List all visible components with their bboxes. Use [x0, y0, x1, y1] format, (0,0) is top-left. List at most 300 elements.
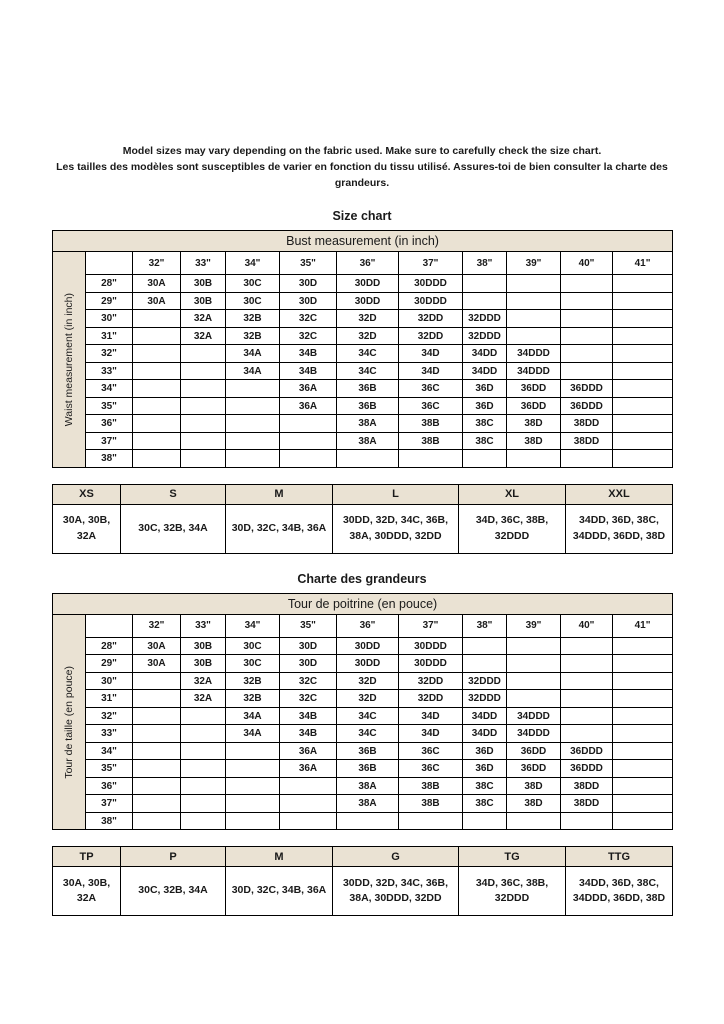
size-cell: 30DD	[337, 275, 399, 293]
size-cell: 32B	[226, 672, 280, 690]
size-cell	[561, 707, 613, 725]
size-cell: 34D	[399, 725, 463, 743]
size-cell	[181, 362, 226, 380]
page-content	[52, 0, 672, 916]
table-row	[53, 327, 673, 345]
size-cell	[133, 310, 181, 328]
size-cell: 30B	[181, 292, 226, 310]
waist-measurement-header	[53, 252, 86, 468]
bust-column-header: 34"	[226, 252, 280, 275]
size-cell: 36A	[280, 742, 337, 760]
size-cell	[561, 327, 613, 345]
size-cell: 36DDD	[561, 380, 613, 398]
summary-size-header: TTG	[566, 847, 673, 867]
size-cell	[507, 690, 561, 708]
size-cell	[613, 725, 673, 743]
waist-row-header: 30"	[86, 672, 133, 690]
bust-measurement-header: Bust measurement (in inch)	[53, 231, 673, 252]
size-cell: 38B	[399, 795, 463, 813]
size-cell	[280, 450, 337, 468]
size-cell	[337, 812, 399, 830]
intro-text	[52, 0, 672, 191]
size-chart-table-en	[52, 230, 673, 468]
size-cell	[613, 380, 673, 398]
size-cell: 36DD	[507, 742, 561, 760]
summary-size-values: 30DD, 32D, 34C, 36B, 38A, 30DDD, 32DD	[333, 504, 459, 553]
size-cell: 38DD	[561, 415, 613, 433]
table-row	[53, 380, 673, 398]
size-cell: 30DD	[337, 292, 399, 310]
size-cell	[226, 450, 280, 468]
size-cell: 30A	[133, 292, 181, 310]
bust-column-header: 36"	[337, 614, 399, 637]
size-cell: 30A	[133, 655, 181, 673]
summary-header-row	[53, 484, 673, 504]
size-cell: 34DDD	[507, 345, 561, 363]
table-row	[53, 397, 673, 415]
size-cell	[463, 275, 507, 293]
size-cell	[133, 415, 181, 433]
waist-row-header: 34"	[86, 742, 133, 760]
summary-value-row	[53, 504, 673, 553]
corner-cell	[86, 614, 133, 637]
size-cell	[613, 795, 673, 813]
table-row	[53, 292, 673, 310]
size-cell: 34C	[337, 725, 399, 743]
waist-row-header: 35"	[86, 397, 133, 415]
size-cell: 32DD	[399, 690, 463, 708]
size-cell	[133, 397, 181, 415]
size-cell	[507, 327, 561, 345]
size-cell: 30A	[133, 637, 181, 655]
size-cell	[561, 292, 613, 310]
size-cell	[226, 380, 280, 398]
summary-size-values: 30D, 32C, 34B, 36A	[226, 504, 333, 553]
size-cell	[226, 812, 280, 830]
section-title-en: Size chart	[332, 209, 392, 224]
size-cell: 36A	[280, 397, 337, 415]
size-cell	[613, 707, 673, 725]
size-cell	[507, 637, 561, 655]
waist-measurement-header	[53, 614, 86, 830]
size-cell: 32DDD	[463, 690, 507, 708]
table-row	[53, 345, 673, 363]
size-cell: 34B	[280, 725, 337, 743]
size-cell	[133, 327, 181, 345]
size-cell	[181, 812, 226, 830]
size-cell: 34DD	[463, 725, 507, 743]
size-cell	[507, 812, 561, 830]
bust-column-header: 37"	[399, 614, 463, 637]
size-chart-table-fr	[52, 593, 673, 831]
table-row	[53, 760, 673, 778]
corner-cell	[86, 252, 133, 275]
size-cell: 34A	[226, 725, 280, 743]
size-cell: 34DD	[463, 707, 507, 725]
bust-column-header: 35"	[280, 614, 337, 637]
size-cell	[613, 327, 673, 345]
size-cell	[561, 275, 613, 293]
size-cell	[133, 760, 181, 778]
size-cell	[337, 450, 399, 468]
size-cell: 38D	[507, 432, 561, 450]
size-cell	[133, 725, 181, 743]
waist-row-header: 29"	[86, 292, 133, 310]
summary-size-header: XXL	[566, 484, 673, 504]
size-cell	[507, 655, 561, 673]
waist-row-header: 33"	[86, 725, 133, 743]
size-cell: 36C	[399, 397, 463, 415]
size-cell: 30DDD	[399, 275, 463, 293]
waist-row-header: 33"	[86, 362, 133, 380]
size-cell	[463, 292, 507, 310]
size-cell: 38B	[399, 415, 463, 433]
summary-size-values: 30C, 32B, 34A	[121, 867, 226, 916]
size-cell	[133, 690, 181, 708]
size-cell: 32B	[226, 327, 280, 345]
size-cell: 38C	[463, 415, 507, 433]
summary-size-header: P	[121, 847, 226, 867]
size-cell: 36C	[399, 760, 463, 778]
waist-row-header: 32"	[86, 345, 133, 363]
size-cell: 30DD	[337, 655, 399, 673]
size-cell	[561, 812, 613, 830]
bust-column-header: 40"	[561, 614, 613, 637]
size-cell: 30DD	[337, 637, 399, 655]
waist-row-header: 36"	[86, 415, 133, 433]
size-cell: 32B	[226, 310, 280, 328]
summary-size-values: 34DD, 36D, 38C, 34DDD, 36DD, 38D	[566, 504, 673, 553]
size-cell: 38A	[337, 777, 399, 795]
size-cell: 38DD	[561, 777, 613, 795]
size-cell: 36DD	[507, 380, 561, 398]
size-cell: 30C	[226, 637, 280, 655]
size-cell: 32C	[280, 310, 337, 328]
table-row	[53, 812, 673, 830]
size-cell	[613, 812, 673, 830]
table-row	[53, 742, 673, 760]
summary-size-header: G	[333, 847, 459, 867]
table-row	[53, 777, 673, 795]
bust-column-header: 35"	[280, 252, 337, 275]
waist-measurement-label: Waist measurement (in inch)	[62, 292, 75, 427]
table-row	[53, 432, 673, 450]
size-cell: 38B	[399, 777, 463, 795]
waist-row-header: 34"	[86, 380, 133, 398]
summary-size-header: TP	[53, 847, 121, 867]
bust-column-header: 38"	[463, 614, 507, 637]
size-cell: 36DDD	[561, 760, 613, 778]
size-cell	[561, 362, 613, 380]
size-cell	[463, 812, 507, 830]
size-cell	[507, 292, 561, 310]
size-cell: 38D	[507, 415, 561, 433]
waist-row-header: 38"	[86, 450, 133, 468]
size-cell: 30D	[280, 275, 337, 293]
size-cell	[181, 795, 226, 813]
size-cell: 34C	[337, 707, 399, 725]
size-cell	[133, 777, 181, 795]
bust-column-header: 38"	[463, 252, 507, 275]
size-cell: 32D	[337, 310, 399, 328]
size-cell	[561, 345, 613, 363]
size-cell	[561, 725, 613, 743]
waist-row-header: 30"	[86, 310, 133, 328]
size-cell: 34D	[399, 345, 463, 363]
size-cell: 36DDD	[561, 397, 613, 415]
size-cell: 34A	[226, 707, 280, 725]
size-cell: 32D	[337, 672, 399, 690]
size-cell	[226, 760, 280, 778]
size-cell	[226, 777, 280, 795]
size-cell: 38B	[399, 432, 463, 450]
intro-line-fr: Les tailles des modèles sont susceptibles de varier en fonction du tissu utilisé. Assures-toi de bien consulter la charte des grandeurs.	[56, 160, 668, 189]
size-cell	[613, 672, 673, 690]
size-cell	[561, 672, 613, 690]
bust-column-header: 32"	[133, 614, 181, 637]
summary-size-header: XL	[459, 484, 566, 504]
size-cell	[133, 432, 181, 450]
size-cell: 38D	[507, 795, 561, 813]
size-cell	[561, 450, 613, 468]
size-cell: 30B	[181, 655, 226, 673]
size-cell	[133, 672, 181, 690]
bust-measurement-header: Tour de poitrine (en pouce)	[53, 593, 673, 614]
size-cell: 30DDD	[399, 655, 463, 673]
bust-column-header: 41"	[613, 252, 673, 275]
waist-row-header: 29"	[86, 655, 133, 673]
summary-size-values: 30A, 30B, 32A	[53, 504, 121, 553]
size-cell: 30B	[181, 637, 226, 655]
summary-size-values: 30A, 30B, 32A	[53, 867, 121, 916]
waist-measurement-label: Tour de taille (en pouce)	[62, 665, 75, 779]
size-cell: 36D	[463, 742, 507, 760]
size-cell: 36B	[337, 760, 399, 778]
size-cell	[399, 450, 463, 468]
waist-row-header: 31"	[86, 327, 133, 345]
size-cell	[463, 655, 507, 673]
section-title-fr: Charte des grandeurs	[297, 571, 427, 586]
size-cell	[280, 415, 337, 433]
size-cell: 38DD	[561, 795, 613, 813]
size-cell: 30C	[226, 275, 280, 293]
size-cell: 34DDD	[507, 725, 561, 743]
size-cell: 34D	[399, 707, 463, 725]
size-cell	[613, 655, 673, 673]
summary-value-row	[53, 867, 673, 916]
bust-column-header: 39"	[507, 614, 561, 637]
bust-column-header: 40"	[561, 252, 613, 275]
size-cell	[613, 275, 673, 293]
table-row	[53, 275, 673, 293]
size-cell	[613, 432, 673, 450]
size-cell: 38C	[463, 795, 507, 813]
size-cell	[561, 655, 613, 673]
size-cell: 32A	[181, 690, 226, 708]
summary-table-fr	[52, 846, 673, 916]
size-cell	[181, 760, 226, 778]
size-cell	[226, 795, 280, 813]
size-cell	[181, 345, 226, 363]
table-row	[53, 690, 673, 708]
size-cell: 32A	[181, 672, 226, 690]
size-cell: 32D	[337, 690, 399, 708]
size-cell: 32C	[280, 672, 337, 690]
size-cell: 32A	[181, 327, 226, 345]
size-cell	[181, 432, 226, 450]
size-cell: 32A	[181, 310, 226, 328]
size-cell	[181, 415, 226, 433]
size-cell	[280, 777, 337, 795]
bust-column-header: 39"	[507, 252, 561, 275]
table-row	[53, 707, 673, 725]
size-cell	[133, 742, 181, 760]
summary-size-values: 34D, 36C, 38B, 32DDD	[459, 504, 566, 553]
table-row	[53, 362, 673, 380]
size-cell	[463, 637, 507, 655]
size-cell: 30A	[133, 275, 181, 293]
size-cell: 34B	[280, 362, 337, 380]
summary-size-header: S	[121, 484, 226, 504]
size-cell	[613, 345, 673, 363]
size-cell: 30B	[181, 275, 226, 293]
size-cell: 34DD	[463, 362, 507, 380]
size-cell: 34DDD	[507, 362, 561, 380]
size-cell	[280, 795, 337, 813]
bust-column-header: 33"	[181, 614, 226, 637]
size-cell	[181, 742, 226, 760]
size-cell	[133, 362, 181, 380]
summary-size-values: 34DD, 36D, 38C, 34DDD, 36DD, 38D	[566, 867, 673, 916]
size-cell: 36A	[280, 380, 337, 398]
size-cell: 32DDD	[463, 310, 507, 328]
size-cell: 30C	[226, 655, 280, 673]
size-cell: 34C	[337, 362, 399, 380]
size-cell: 38D	[507, 777, 561, 795]
size-cell: 30DDD	[399, 292, 463, 310]
waist-row-header: 28"	[86, 637, 133, 655]
summary-size-header: XS	[53, 484, 121, 504]
table-row	[53, 637, 673, 655]
size-cell	[133, 345, 181, 363]
size-cell	[226, 415, 280, 433]
table-row	[53, 725, 673, 743]
size-cell: 32DD	[399, 672, 463, 690]
size-cell	[613, 777, 673, 795]
bust-column-header: 33"	[181, 252, 226, 275]
size-cell: 34B	[280, 345, 337, 363]
size-cell: 36DDD	[561, 742, 613, 760]
size-cell	[280, 432, 337, 450]
size-cell	[226, 397, 280, 415]
summary-size-header: M	[226, 484, 333, 504]
table-row	[53, 655, 673, 673]
size-cell	[181, 380, 226, 398]
size-cell	[181, 777, 226, 795]
size-cell	[613, 362, 673, 380]
bust-column-header: 34"	[226, 614, 280, 637]
summary-size-values: 30D, 32C, 34B, 36A	[226, 867, 333, 916]
size-cell: 38A	[337, 415, 399, 433]
size-cell	[181, 397, 226, 415]
size-cell: 32DDD	[463, 327, 507, 345]
size-cell: 36DD	[507, 760, 561, 778]
size-cell	[613, 742, 673, 760]
summary-header-row	[53, 847, 673, 867]
size-cell	[613, 760, 673, 778]
size-cell: 36DD	[507, 397, 561, 415]
size-cell	[561, 637, 613, 655]
summary-size-header: TG	[459, 847, 566, 867]
size-cell: 32C	[280, 690, 337, 708]
waist-row-header: 37"	[86, 432, 133, 450]
table-row	[53, 310, 673, 328]
size-cell	[613, 415, 673, 433]
size-cell	[133, 795, 181, 813]
table-row	[53, 415, 673, 433]
table-row	[53, 450, 673, 468]
size-cell: 34A	[226, 345, 280, 363]
size-cell	[507, 310, 561, 328]
size-cell	[507, 672, 561, 690]
size-cell: 36D	[463, 760, 507, 778]
size-cell	[133, 450, 181, 468]
size-cell: 36D	[463, 397, 507, 415]
intro-line-en: Model sizes may vary depending on the fabric used. Make sure to carefully check the size chart.	[122, 145, 602, 157]
size-cell	[133, 380, 181, 398]
size-cell: 30D	[280, 655, 337, 673]
summary-size-header: L	[333, 484, 459, 504]
summary-size-values: 34D, 36C, 38B, 32DDD	[459, 867, 566, 916]
size-cell	[613, 637, 673, 655]
size-cell	[226, 742, 280, 760]
size-cell	[613, 690, 673, 708]
size-cell	[226, 432, 280, 450]
bust-column-header: 32"	[133, 252, 181, 275]
size-cell: 30DDD	[399, 637, 463, 655]
size-cell	[181, 707, 226, 725]
size-cell	[613, 292, 673, 310]
size-cell	[181, 725, 226, 743]
size-cell: 32DD	[399, 310, 463, 328]
size-cell	[133, 812, 181, 830]
size-cell	[280, 812, 337, 830]
size-cell: 32DD	[399, 327, 463, 345]
size-cell: 34D	[399, 362, 463, 380]
size-cell	[613, 310, 673, 328]
size-cell: 34C	[337, 345, 399, 363]
summary-table-en	[52, 484, 673, 554]
size-cell: 36B	[337, 397, 399, 415]
size-cell: 38A	[337, 795, 399, 813]
size-cell	[561, 310, 613, 328]
size-cell: 38DD	[561, 432, 613, 450]
size-cell: 30C	[226, 292, 280, 310]
waist-row-header: 36"	[86, 777, 133, 795]
size-cell: 38C	[463, 432, 507, 450]
size-cell	[613, 450, 673, 468]
size-cell	[507, 275, 561, 293]
waist-row-header: 35"	[86, 760, 133, 778]
size-cell	[561, 690, 613, 708]
size-cell	[133, 707, 181, 725]
size-cell: 38A	[337, 432, 399, 450]
bust-column-header: 36"	[337, 252, 399, 275]
size-cell: 36A	[280, 760, 337, 778]
size-cell: 32B	[226, 690, 280, 708]
size-cell: 30D	[280, 637, 337, 655]
size-cell: 36B	[337, 742, 399, 760]
